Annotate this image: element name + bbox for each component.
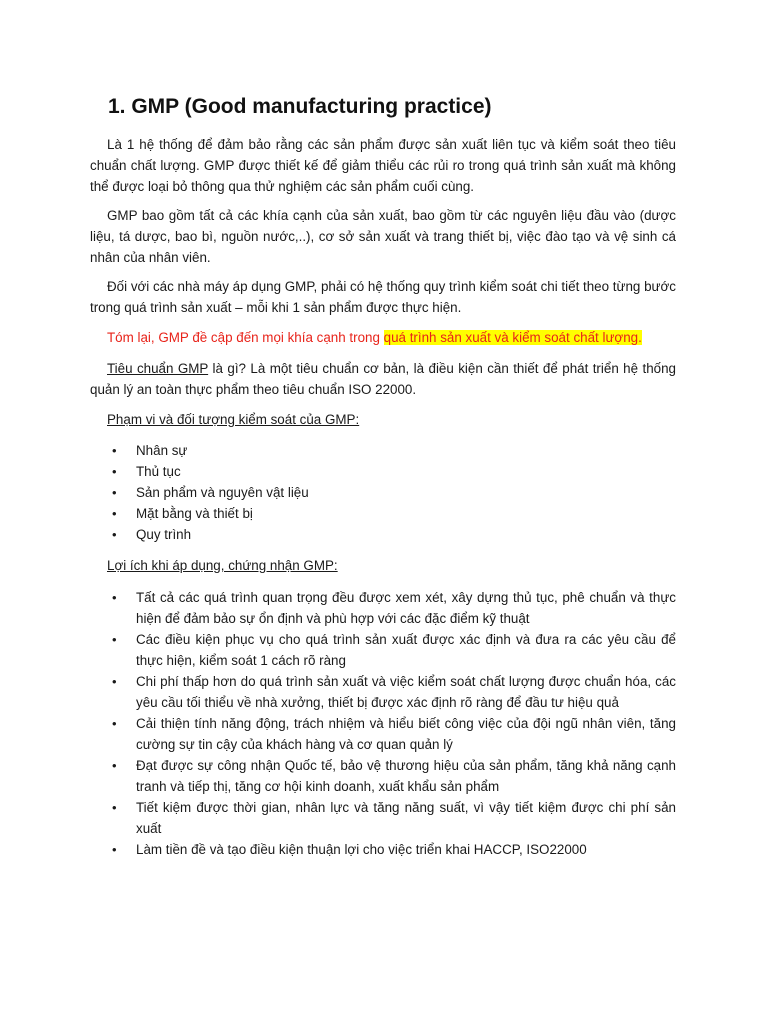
scope-list	[112, 440, 672, 545]
list-item	[112, 482, 672, 503]
list-item-text: Làm tiền đề và tạo điều kiện thuận lợi cho việc triển khai HACCP, ISO22000	[136, 842, 587, 857]
paragraph-scope-text: GMP bao gồm tất cả các khía cạnh của sản xuất, bao gồm từ các nguyên liệu đầu vào (dược liệu, tá dược, bao bì, nguồn nước,..), cơ sở sản xuất và trang thiết bị, việc đào tạo và vệ sinh cá nhân của nhân viên.	[90, 208, 676, 265]
paragraph-summary	[90, 327, 676, 348]
bullet-icon: •	[112, 674, 117, 689]
list-item	[112, 524, 672, 545]
bullet-icon: •	[112, 842, 117, 857]
list-item-text: Tất cả các quá trình quan trọng đều được xem xét, xây dựng thủ tục, phê chuẩn và thực hiện để đảm bảo sự ổn định và phù hợp với các đặc điểm kỹ thuật	[136, 590, 676, 626]
paragraph-definition	[90, 134, 676, 197]
bullet-icon: •	[112, 485, 117, 500]
benefits-subheading	[90, 555, 676, 576]
list-item	[112, 713, 676, 755]
paragraph-summary-text	[90, 327, 676, 348]
list-item-text: Chi phí thấp hơn do quá trình sản xuất và việc kiểm soát chất lượng được chuẩn hóa, các yêu cầu tối thiểu về nhà xưởng, thiết bị được xác định rõ ràng để đầu tư hiệu quả	[136, 674, 676, 710]
bullet-icon: •	[112, 527, 117, 542]
summary-plain-text: Tóm lại, GMP đề cập đến mọi khía cạnh trong	[107, 330, 384, 345]
summary-highlighted-text: quá trình sản xuất và kiểm soát chất lượng.	[383, 330, 642, 345]
list-item-text: Sản phẩm và nguyên vật liệu	[136, 485, 309, 500]
list-item-text: Các điều kiện phục vụ cho quá trình sản xuất được xác định và đưa ra các yêu cầu để thực hiện, kiểm soát 1 cách rõ ràng	[136, 632, 676, 668]
scope-subheading	[90, 409, 676, 430]
list-item-text: Quy trình	[136, 527, 192, 542]
benefits-subheading-text	[90, 555, 676, 576]
scope-subheading-text	[90, 409, 676, 430]
benefits-list	[112, 587, 676, 860]
list-item	[112, 671, 676, 713]
benefits-subheading-label: Lợi ích khi áp dụng, chứng nhận GMP:	[107, 558, 338, 573]
paragraph-factories	[90, 276, 676, 318]
bullet-icon: •	[112, 464, 117, 479]
list-item	[112, 839, 676, 860]
bullet-icon: •	[112, 506, 117, 521]
section-heading: 1. GMP (Good manufacturing practice)	[108, 95, 492, 118]
list-item-text: Đạt được sự công nhận Quốc tế, bảo vệ thương hiệu của sản phẩm, tăng khả năng cạnh tranh và tiếp thị, tăng cơ hội kinh doanh, xuất khẩu sản phẩm	[136, 758, 676, 794]
list-item	[112, 587, 676, 629]
bullet-icon: •	[112, 800, 117, 815]
paragraph-scope	[90, 205, 676, 268]
list-item	[112, 440, 672, 461]
list-item	[112, 503, 672, 524]
paragraph-factories-text: Đối với các nhà máy áp dụng GMP, phải có hệ thống quy trình kiểm soát chi tiết theo từng bước trong quá trình sản xuất – mỗi khi 1 sản phẩm được thực hiện.	[90, 279, 676, 315]
scope-subheading-label: Phạm vi và đối tượng kiểm soát của GMP:	[107, 412, 360, 427]
list-item-text: Thủ tục	[136, 464, 181, 479]
list-item-text: Mặt bằng và thiết bị	[136, 506, 253, 521]
list-item	[112, 461, 672, 482]
bullet-icon: •	[112, 443, 117, 458]
bullet-icon: •	[112, 758, 117, 773]
list-item	[112, 797, 676, 839]
paragraph-standard	[90, 358, 676, 400]
list-item-text: Cải thiện tính năng động, trách nhiệm và hiểu biết công việc của đội ngũ nhân viên, tăng cường sự tin cậy của khách hàng và cơ quan quản lý	[136, 716, 676, 752]
standard-explanation: là gì? Là một tiêu chuẩn cơ bản, là điều kiện cần thiết để phát triển hệ thống quản lý an toàn thực phẩm theo tiêu chuẩn ISO 22000.	[90, 361, 676, 397]
bullet-icon: •	[112, 716, 117, 731]
standard-underlined-term: Tiêu chuẩn GMP	[107, 361, 209, 376]
list-item-text: Tiết kiệm được thời gian, nhân lực và tăng năng suất, vì vậy tiết kiệm được chi phí sản xuất	[136, 800, 676, 836]
list-item-text: Nhân sự	[136, 443, 188, 458]
list-item	[112, 755, 676, 797]
paragraph-definition-text: Là 1 hệ thống để đảm bảo rằng các sản phẩm được sản xuất liên tục và kiểm soát theo tiêu chuẩn chất lượng. GMP được thiết kế để giảm thiểu các rủi ro trong quá trình sản xuất mà không thể được loại bỏ thông qua thử nghiệm các sản phẩm cuối cùng.	[90, 137, 676, 194]
bullet-icon: •	[112, 632, 117, 647]
bullet-icon: •	[112, 590, 117, 605]
paragraph-standard-text	[90, 358, 676, 400]
list-item	[112, 629, 676, 671]
